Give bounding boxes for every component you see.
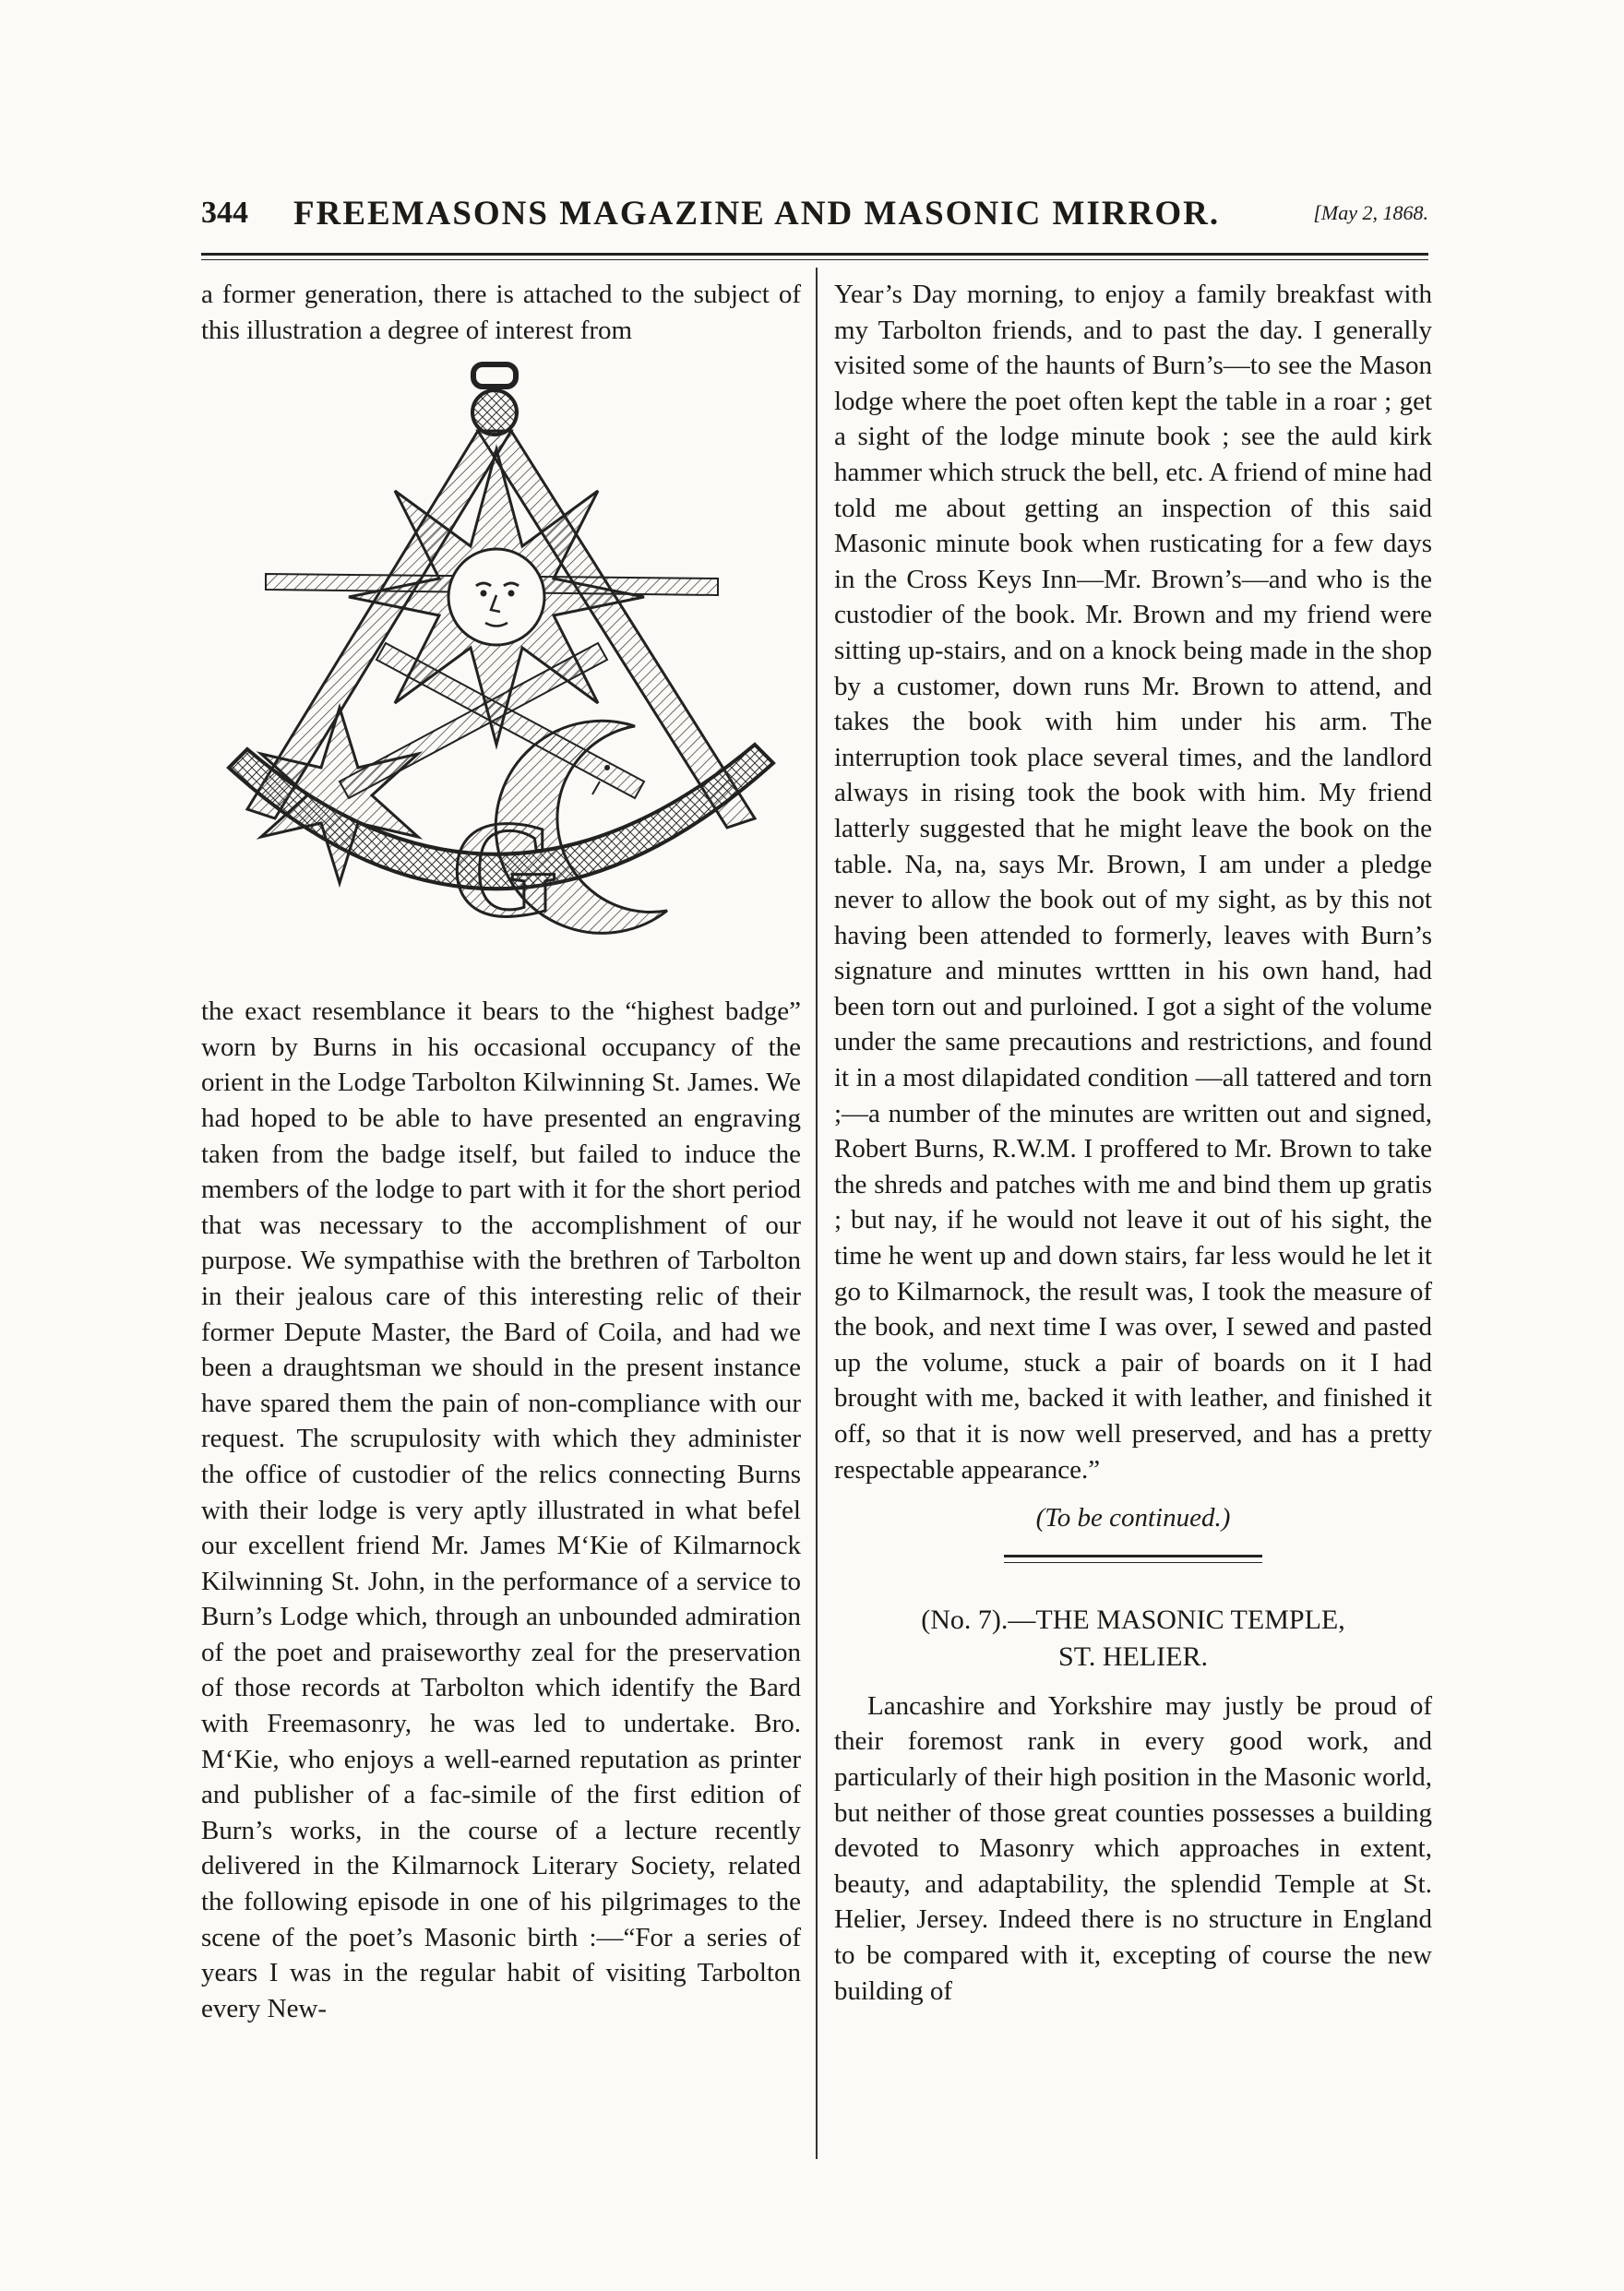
section-title [834,1602,1432,1676]
right-paragraph-2: Lancashire and Yorkshire may justly be proud of their foremost rank in every good work, and particularly of their high position in the Masonic world, but neither of those great counties possesses a building devoted to Masonry which approaches in extent, beauty, and adaptability, the splendid Temple at St. Helier, Jersey. Indeed there is no structure in England to be compared with it, excepting of course the new building of [834,1690,1432,2006]
section-separator [1004,1555,1262,1563]
left-column [201,277,801,2026]
left-paragraph-2: the exact resemblance it bears to the “highest badge” worn by Burns in his occasional occupancy of the orient in the Lodge Tarbolton Kilwinning St. James. We had hoped to be able to have presented an engraving taken from the badge itself, but failed to induce the members of the lodge to part with it for the short period that was necessary to the accomplishment of our purpose. We sympathise with the brethren of Tarbolton in their jealous care of this interesting relic of their former Depute Master, the Bard of Coila, and had we been a draughtsman we should in the present instance have spared them the pain of non-compliance with our request. The scrupulosity with which they administer the office of custodier of the relics connecting Burns with their lodge is very aptly illustrated in what befel our excellent friend Mr. James M‘Kie of Kilmarnock Kilwinning St. John, in the performance of a service to Burn’s Lodge which, through an unbounded admiration of the poet and praiseworthy zeal for the preservation of those records at Tarbolton which identify the Bard with Freemasonry, he was led to undertake. Bro. M‘Kie, who enjoys a well-earned reputation as printer and publisher of a fac-simile of the first edition of Burn’s works, in the course of a lecture recently delivered in the Kilmarnock Literary Society, related the following episode in one of his pilgrimages to the scene of the poet’s Masonic birth :—“For a series of years I was in the regular habit of visiting Tarbolton every New- [201,996,801,2023]
sun-star-icon [349,449,644,745]
page-number: 344 [201,196,248,230]
column-divider [816,268,818,2159]
right-paragraph-1: Year’s Day morning, to enjoy a family breakfast with my Tarbolton friends, and to past the day. I generally visited some of the haunts of Burn’s—to see the Mason lodge where the poet often kept the table in a roar ; get a sight of the lodge minute book ; see the auld kirk hammer which struck the bell, etc. A friend of mine had told me about getting an inspection of this said Masonic minute book when rusticating for a few days in the Cross Keys Inn—Mr. Brown’s—and who is the custodier of the book. Mr. Brown and my friend were sitting up-stairs, and on a knock being made in the shop by a customer, down runs Mr. Brown to attend, and takes the book with him under his arm. The interruption took place several times, and the landlord always in rising took the book with him. My friend latterly suggested that he might leave the book on the table. Na, na, says Mr. Brown, I am under a pledge never to allow the book out of my sight, as by this not having been attended to formerly, leaves with Burn’s signature and minutes wrttten in his own hand, had been torn out and purloined. I got a sight of the volume under the same precautions and restrictions, and found it in a most dilapidated condition —all tattered and torn ;—a number of the minutes are written out and signed, Robert Burns, R.W.M. I proffered to Mr. Brown to take the shreds and patches with me and bind them up gratis ; but nay, if he would not leave it out of his sight, the time he went up and down stairs, far less would he let it go to Kilmarnock, the result was, I took the measure of the book, and next time I was over, I sewed and pasted up the volume, stuck a pair of boards on it I had brought with me, backed it with leather, and finished it off, so that it is now well preserved, and has a pretty respectable appearance.” [834,280,1432,1485]
header-rule-thin [201,259,1428,260]
right-column [834,277,1432,2009]
masonic-jewel-illustration [201,348,801,994]
section-title-line-1: (No. 7).—THE MASONIC TEMPLE, [921,1604,1345,1635]
suspension-loop [472,364,517,435]
header-rule [201,253,1428,256]
left-paragraph-1: a former generation, there is attached to the subject of this illustration a degree of interest from [201,280,801,345]
running-title: FREEMASONS MAGAZINE AND MASONIC MIRROR. [293,195,1221,233]
page-header [201,185,1428,240]
section-title-line-2: ST. HELIER. [1058,1641,1208,1672]
letter-g: G [450,793,558,947]
issue-date: [May 2, 1868. [1313,201,1428,224]
to-be-continued: (To be continued.) [1035,1503,1231,1533]
